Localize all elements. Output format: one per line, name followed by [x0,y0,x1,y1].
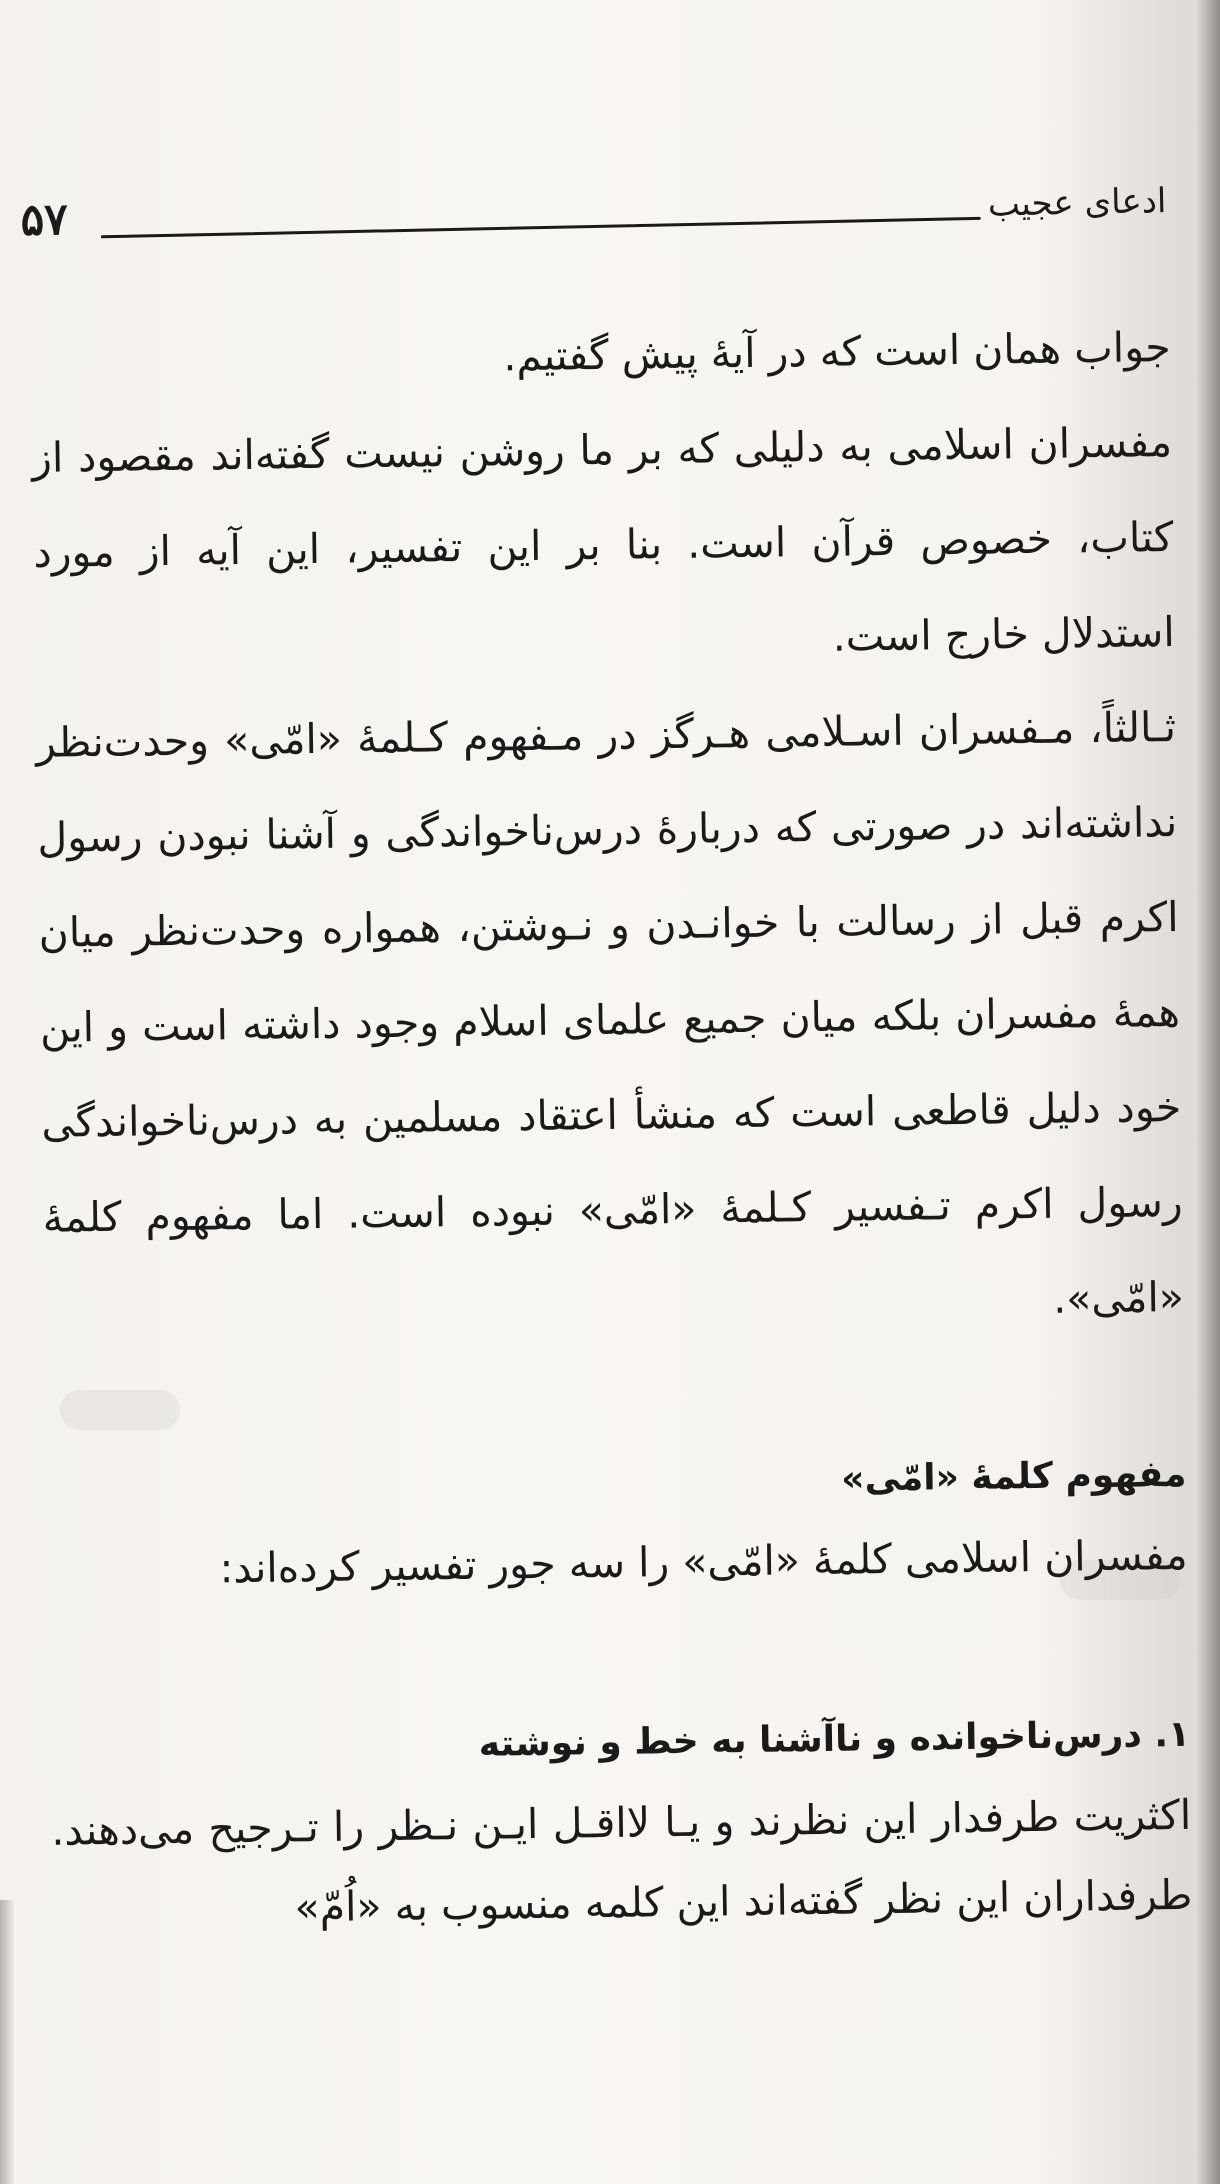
body-text [30,300,1193,1951]
section-gap [45,1345,1186,1451]
paragraph-1: جواب همان است که در آیهٔ پیش گفتیم. [502,322,1171,381]
section-gap [48,1595,1189,1711]
binding-shadow [0,1900,14,2184]
paragraph-3: ثـالثاً، مـفسران اسـلامی هـرگز در مـفهوم کـلمهٔ «امّی» وحدت‌نظر نداشته‌اند در صورتی که دربارهٔ درس‌ناخواندگی و آشنا نبودن رسول اکرم قبل از رسالت با خوانـدن و نـوشتن، همواره وحدت‌نظر میان همهٔ مفسران بلکه میان جمیع علمای اسلام وجود داشته است و این خود دلیل قاطعی است که منشأ اعتقاد مسلمین به درس‌ناخواندگی رسول اکرم تـفسیر کـلمهٔ «امّی» نبوده است. اما مفهوم کلمهٔ «امّی». [35,702,1185,1323]
section-heading: مفهوم کلمهٔ «امّی» [840,1453,1187,1500]
paragraph-4: مفسران اسلامی کلمهٔ «امّی» را سه جور تفسیر کرده‌اند: [219,1530,1188,1593]
page-edge-shadow [1194,0,1220,2184]
running-title: ادعای عجیب [987,180,1167,225]
paragraph-2: مفسران اسلامی به دلیلی که بر ما روشن نیست گفته‌اند مقصود از کتاب، خصوص قرآن است. بنا بر این تفسیر، این آیه از مورد استدلال خارج است. [31,417,1175,661]
header-rule [101,217,981,238]
page-number: ۵۷ [20,194,69,246]
subsection-heading: ۱. درس‌ناخوانده و ناآشنا به خط و نوشته [478,1713,1191,1765]
page-header [20,171,1171,275]
paragraph-5: اکثریت طرفدار این نظرند و یـا لااقـل ایـن نـظر را تـرجیح می‌دهند. طرفداران این نظر گفته‌اند این کلمه منسوب به «اُمّ» [50,1790,1193,1932]
